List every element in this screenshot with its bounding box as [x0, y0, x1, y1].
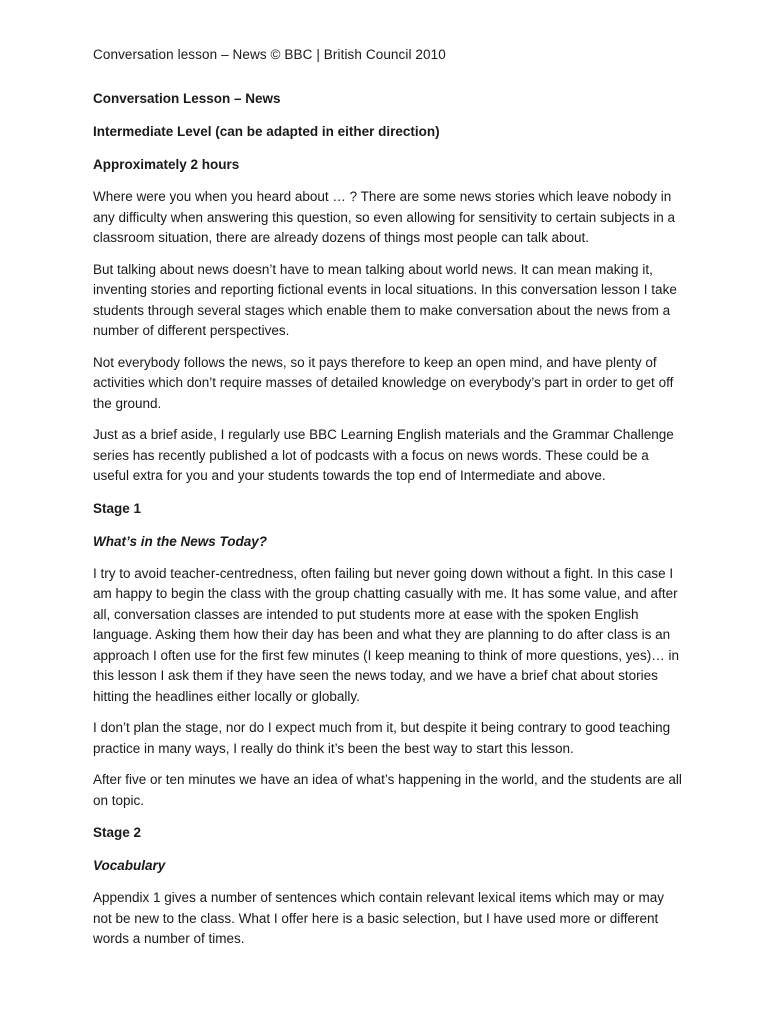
- stage-1-paragraph-1: I try to avoid teacher-centredness, often failing but never going down without a fight. In this case I am happy to begin the class with the group chatting casually with me. It has some value, and after all, conversation classes are intended to put students more at ease with the spoken English language. Asking them how their day has been and what they are planning to do after class is an approach I often use for the first few minutes (I keep meaning to think of more questions, yes)… in this lesson I ask them if they have seen the news today, and we have a brief chat about stories hitting the headlines either locally or globally.: [93, 565, 680, 704]
- stage-1-heading: Stage 1: [93, 500, 142, 516]
- level-line: Intermediate Level (can be adapted in either direction): [93, 124, 440, 139]
- page-header: Conversation lesson – News © BBC | British Council 2010: [93, 47, 446, 62]
- stage-2-heading: Stage 2: [93, 825, 142, 840]
- document-content: [93, 44, 683, 961]
- stage-1-subtitle: What’s in the News Today?: [93, 533, 268, 549]
- document-title: Conversation Lesson – News: [93, 91, 281, 106]
- intro-paragraph-3: Not everybody follows the news, so it pays therefore to keep an open mind, and have plenty of activities which don’t require masses of detailed knowledge on everybody’s part in order to get off the ground.: [93, 354, 674, 411]
- duration-line: Approximately 2 hours: [93, 157, 240, 172]
- intro-paragraph-2: But talking about news doesn’t have to mean talking about world news. It can mean making it, inventing stories and reporting fictional events in local situations. In this conversation lesson I take students through several stages which enable them to make conversation about the news from a number of different perspectives.: [93, 261, 677, 338]
- stage-1-paragraph-2: I don’t plan the stage, nor do I expect much from it, but despite it being contrary to good teaching practice in many ways, I really do think it’s been the best way to start this lesson.: [93, 720, 671, 756]
- intro-paragraph-1: Where were you when you heard about … ? There are some news stories which leave nobody in any difficulty when answering this question, so even allowing for sensitivity to certain subjects in a classroom situation, there are already dozens of things most people can talk about.: [93, 189, 676, 245]
- stage-1-paragraph-3: After five or ten minutes we have an idea of what’s happening in the world, and the students are all on topic.: [93, 772, 682, 808]
- intro-paragraph-4: Just as a brief aside, I regularly use BBC Learning English materials and the Grammar Challenge series has recently published a lot of podcasts with a focus on news words. These could be a useful extra for you and your students towards the top end of Intermediate and above.: [93, 427, 674, 483]
- stage-2-paragraph-1: Appendix 1 gives a number of sentences which contain relevant lexical items which may or may not be new to the class. What I offer here is a basic selection, but I have used more or different words a number of times.: [93, 890, 665, 946]
- stage-2-subtitle: Vocabulary: [93, 858, 166, 873]
